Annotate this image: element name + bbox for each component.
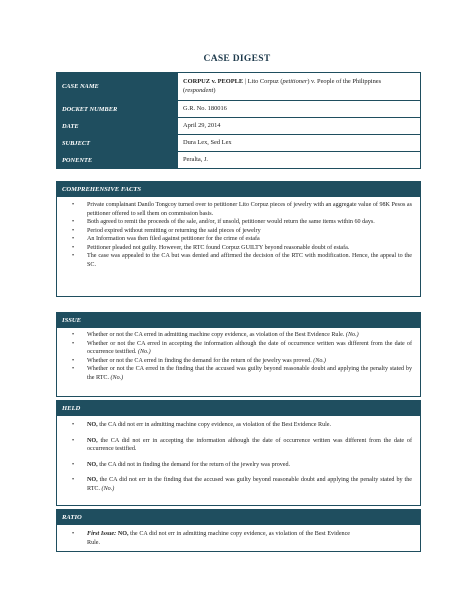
case-name-label: CASE NAME [57,73,178,101]
issue-item [57,331,420,340]
case-name-end: ) [213,86,216,94]
subject-label: SUBJECT [57,135,178,152]
case-name-separator: | Lito Corpuz ( [243,77,283,85]
issue-text: Whether or not the CA erred in the finding that the accused was guilty beyond reasonable doubt and applying the penalty stated by the RTC. [87,366,412,381]
case-info-table [56,72,421,169]
ratio-verdict: NO, [116,531,129,537]
fact-item [57,235,420,244]
issue-answer: (No.) [110,374,124,381]
held-item [57,437,420,454]
bullet-icon: • [72,332,75,338]
ratio-item [57,530,420,547]
issue-answer: (No.) [345,332,359,338]
issue-item [57,357,420,366]
docket-row [57,101,421,118]
bullet-icon: • [72,219,75,225]
date-row [57,118,421,135]
date-value: April 29, 2014 [178,118,421,135]
bullet-icon: • [72,531,75,537]
held-section [56,400,421,506]
held-item [57,421,420,430]
fact-text: The case was appealed to the CA but was denied and affirmed the decision of the RTC with modification. Hence, the appeal to the SC. [87,253,412,268]
held-text: the CA did not err in the finding that the accused was guilty beyond reasonable doubt and applying the penalty stated by the RTC. [87,477,412,492]
fact-text: Both agreed to remit the proceeds of the sale, and/or, if unsold, petitioner would return the same items within 60 days. [87,219,375,225]
bullet-icon: • [72,461,75,468]
issue-answer: (No.) [313,357,326,364]
facts-list [57,197,420,269]
docket-value: G.R. No. 180016 [178,101,421,118]
fact-item [57,218,420,227]
bullet-icon: • [72,340,75,347]
ponente-value: Peralta, J. [178,152,421,169]
petitioner-label: petitioner [282,77,308,85]
held-verdict: NO, [87,461,98,468]
held-text: the CA did not in finding the demand for the return of the jewelry was proved. [97,461,291,468]
held-answer: (No.) [101,485,115,492]
fact-text: Private complainant Danilo Tongcoy turned over to petitioner Lito Corpuz pieces of jewelry with an aggregate value of 98K Pesos as petitioner offered to sell them on commission basis. [87,202,412,217]
case-name-value [178,73,421,101]
held-list [57,416,420,493]
held-text: the CA did not err in admitting machine copy evidence, as violation of the Best Evidence Rule. [97,422,332,428]
bullet-icon: • [72,357,75,364]
ponente-label: PONENTE [57,152,178,169]
held-verdict: NO, [87,437,98,444]
bullet-icon: • [72,477,75,483]
facts-heading: COMPREHENSIVE FACTS [57,182,420,197]
bullet-icon: • [72,366,75,372]
issue-item [57,340,420,357]
docket-label: DOCKET NUMBER [57,101,178,118]
fact-item [57,201,420,218]
document-title: CASE DIGEST [203,54,271,64]
subject-value: Dura Lex, Sed Lex [178,135,421,152]
issue-list [57,328,420,382]
issue-text: Whether or not the CA erred in accepting the information although the date of occurrence written was different from the date of occurrence testified. [87,340,412,355]
issue-text: Whether or not the CA erred in admitting machine copy evidence, as violation of the Best Evidence Rule. [87,332,346,338]
ponente-row [57,152,421,169]
held-verdict: NO, [87,422,98,428]
bullet-icon: • [72,422,75,428]
issue-section [56,312,421,397]
ratio-section [56,509,421,552]
ratio-heading: RATIO [57,510,420,525]
case-name-middle: ) v. People of the Philippines ( [183,77,382,94]
date-label: DATE [57,118,178,135]
ratio-list [57,525,420,547]
ratio-text: the CA did not err in admitting machine copy evidence, as violation of the Best Evidence Rule. [87,531,350,546]
fact-text: Period expired without remitting or returning the said pieces of jewelry [87,227,261,234]
fact-item [57,227,420,236]
bullet-icon: • [72,244,75,251]
case-name-title: CORPUZ v. PEOPLE [183,77,244,85]
bullet-icon: • [72,253,75,259]
bullet-icon: • [72,437,75,444]
bullet-icon: • [72,236,75,242]
held-text: the CA did not err in accepting the information although the date of occurrence written was different from the date of occurrence testified. [87,437,412,452]
bullet-icon: • [72,227,75,234]
issue-item [57,365,420,382]
fact-text: Petitioner pleaded not guilty. However, the RTC found Corpuz GUILTY beyond reasonable doubt of estafa. [87,244,350,251]
fact-item [57,244,420,253]
fact-item [57,252,420,269]
ratio-issue-label: First Issue: [87,531,117,537]
case-name-row [57,73,421,101]
held-verdict: NO, [87,477,98,483]
issue-heading: ISSUE [57,313,420,328]
held-item [57,476,420,493]
issue-answer: (No.) [137,349,151,355]
bullet-icon: • [72,202,75,208]
held-heading: HELD [57,401,420,416]
respondent-label: respondent [185,86,214,94]
facts-section [56,181,421,297]
subject-row [57,135,421,152]
fact-text: An Information was then filed against petitioner for the crime of estafa [87,236,260,242]
held-item [57,461,420,470]
issue-text: Whether or not the CA erred in finding the demand for the return of the jewelry was proved. [87,357,314,364]
